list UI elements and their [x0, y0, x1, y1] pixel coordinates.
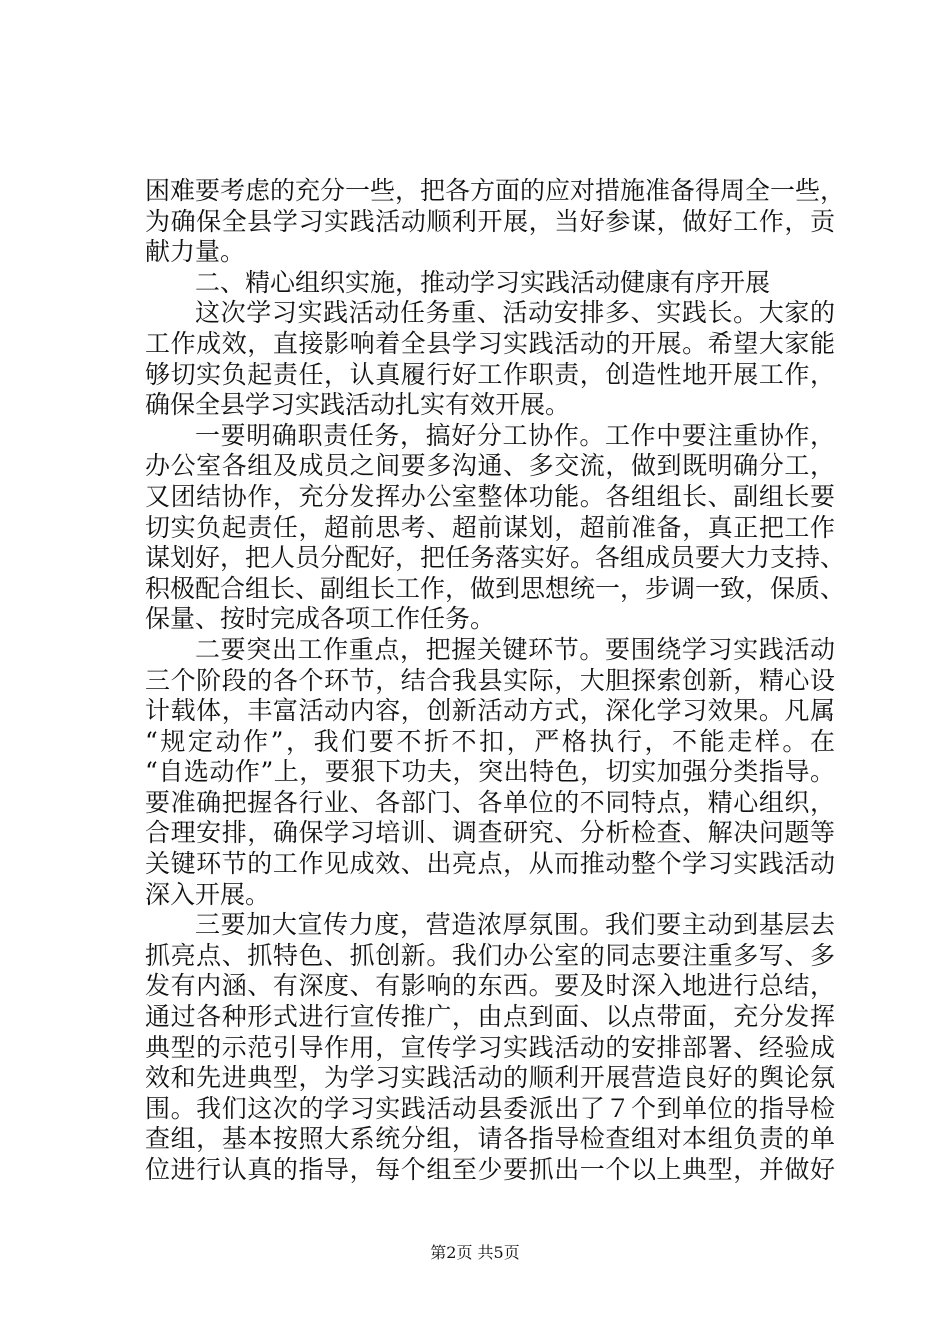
text-line: “规定动作”，我们要不折不扣，严格执行，不能走样。在: [145, 726, 835, 756]
text-line: “自选动作”上，要狠下功夫，突出特色，切实加强分类指导。: [145, 757, 835, 787]
text-line: 工作成效，直接影响着全县学习实践活动的开展。希望大家能: [145, 328, 835, 358]
page-footer: [0, 1243, 950, 1263]
text-line: 献力量。: [145, 237, 246, 267]
text-line: 三要加大宣传力度，营造浓厚氛围。我们要主动到基层去: [195, 910, 835, 940]
text-line: 合理安排，确保学习培训、调查研究、分析检查、解决问题等: [145, 818, 835, 848]
text-line: 确保全县学习实践活动扎实有效开展。: [145, 390, 571, 420]
text-line: 又团结协作，充分发挥办公室整体功能。各组组长、副组长要: [145, 481, 835, 511]
text-line: 关键环节的工作见成效、出亮点，从而推动整个学习实践活动: [145, 849, 835, 879]
text-line: 这次学习实践活动任务重、活动安排多、实践长。大家的: [195, 298, 835, 328]
text-line: 深入开展。: [145, 879, 271, 909]
text-line: 要准确把握各行业、各部门、各单位的不同特点，精心组织，: [145, 787, 835, 817]
text-line: 二要突出工作重点，把握关键环节。要围绕学习实践活动: [195, 634, 835, 664]
text-line: 典型的示范引导作用，宣传学习实践活动的安排部署、经验成: [145, 1032, 835, 1062]
text-line: 一要明确职责任务，搞好分工协作。工作中要注重协作，: [195, 420, 835, 450]
text-line: 三个阶段的各个环节，结合我县实际，大胆探索创新，精心设: [145, 665, 835, 695]
text-line: 谋划好，把人员分配好，把任务落实好。各组成员要大力支持、: [145, 543, 846, 573]
text-line: 发有内涵、有深度、有影响的东西。要及时深入地进行总结，: [145, 971, 835, 1001]
text-line: 保量、按时完成各项工作任务。: [145, 604, 496, 634]
text-line: 位进行认真的指导，每个组至少要抓出一个以上典型，并做好: [145, 1155, 835, 1184]
text-line: 困难要考虑的充分一些，把各方面的应对措施准备得周全一些，: [145, 176, 846, 205]
text-line: 够切实负起责任，认真履行好工作职责，创造性地开展工作，: [145, 359, 835, 389]
text-line: 为确保全县学习实践活动顺利开展，当好参谋，做好工作，贡: [145, 206, 835, 236]
page-number: 第2页 共5页: [430, 1243, 520, 1262]
text-line: 积极配合组长、副组长工作，做到思想统一，步调一致，保质、: [145, 573, 846, 603]
text-line: 围。我们这次的学习实践活动县委派出了７个到单位的指导检: [145, 1093, 835, 1123]
text-line: 二、精心组织实施，推动学习实践活动健康有序开展: [195, 267, 771, 297]
text-line: 查组，基本按照大系统分组，请各指导检查组对本组负责的单: [145, 1124, 835, 1154]
text-line: 切实负起责任，超前思考、超前谋划，超前准备，真正把工作: [145, 512, 835, 542]
text-line: 抓亮点、抓特色、抓创新。我们办公室的同志要注重多写、多: [145, 940, 835, 970]
text-line: 办公室各组及成员之间要多沟通、多交流，做到既明确分工，: [145, 451, 835, 481]
text-line: 效和先进典型，为学习实践活动的顺利开展营造良好的舆论氛: [145, 1063, 835, 1093]
text-line: 通过各种形式进行宣传推广，由点到面、以点带面，充分发挥: [145, 1002, 835, 1032]
text-line: 计载体，丰富活动内容，创新活动方式，深化学习效果。凡属: [145, 696, 835, 726]
document-body: [145, 176, 846, 1186]
